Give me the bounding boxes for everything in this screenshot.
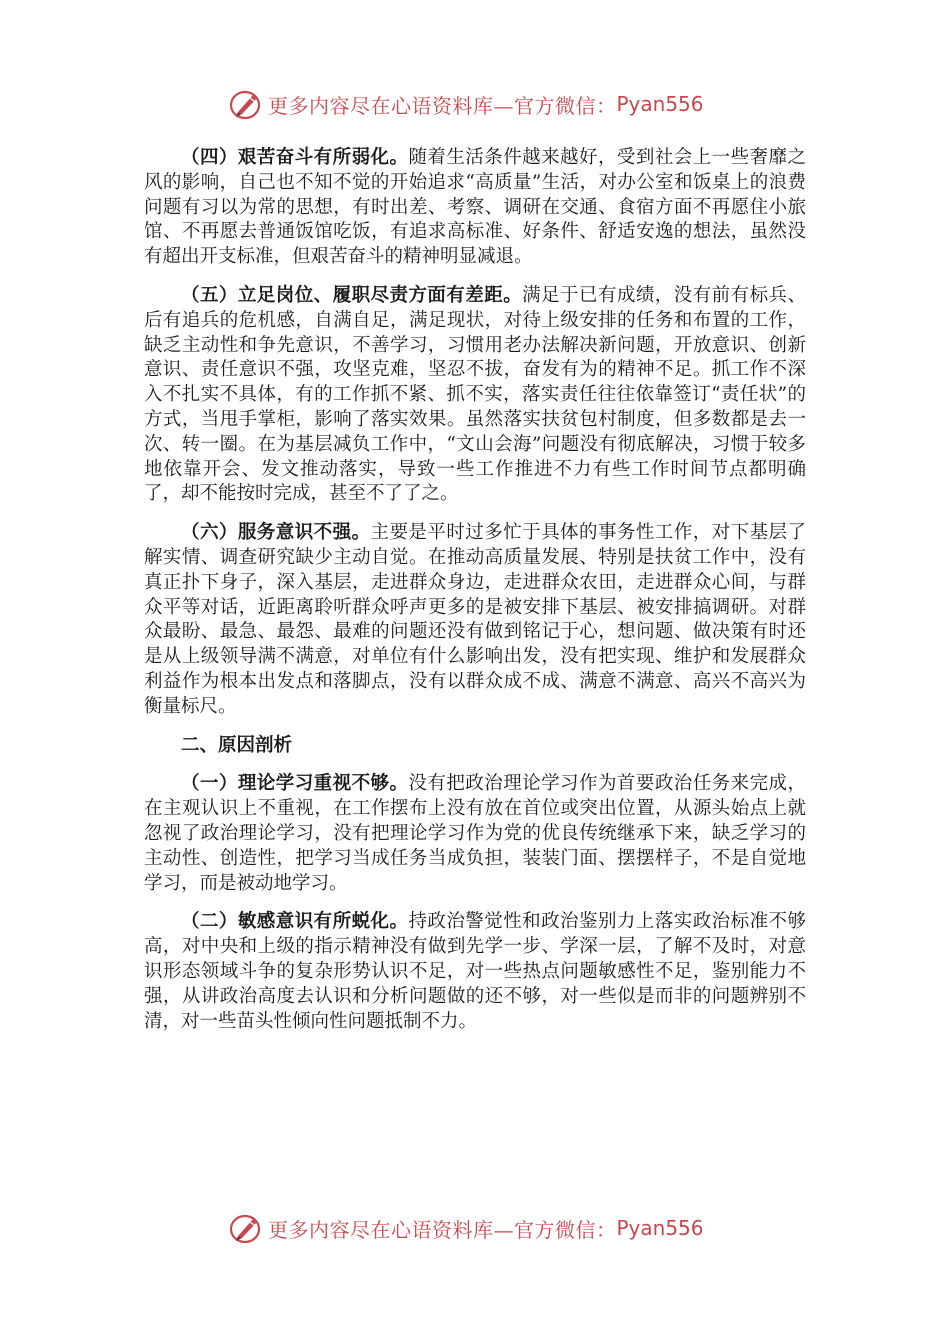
paragraph-title: （六）服务意识不强。 (181, 522, 371, 544)
pen-logo-icon (228, 86, 264, 122)
paragraph-title: （一）理论学习重视不够。 (181, 773, 409, 795)
document-body (144, 146, 806, 1048)
paragraph (144, 910, 806, 1034)
banner-text: 更多内容尽在心语资料库—官方微信： (268, 93, 617, 118)
paragraph-body: 没有把政治理论学习作为首要政治任务来完成，在主观认识上不重视，在工作摆布上没有放在首位或突出位置，从源头始点上就忽视了政治理论学习，没有把理论学习作为党的优良传统继承下来，缺乏学习的主动性、创造性，把学习当成任务当成负担，装装门面、摆摆样子，不是自觉地学习，而是被动地学习。 (144, 773, 806, 894)
paragraph (144, 284, 806, 507)
section-heading: 二、原因剖析 (181, 734, 293, 756)
paragraph-title: （四）艰苦奋斗有所弱化。 (181, 147, 409, 168)
banner-text: 更多内容尽在心语资料库—官方微信： (268, 1217, 617, 1242)
header-banner (228, 84, 704, 124)
paragraph-body: 主要是平时过多忙于具体的事务性工作，对下基层了解实情、调查研究缺少主动自觉。在推动高质量发展、特别是扶贫工作中，没有真正扑下身子，深入基层，走进群众身边，走进群众农田，走进群众心间，与群众平等对话，近距离聆听群众呼声更多的是被安排下基层、被安排搞调研。对群众最盼、最急、最怨、最难的问题还没有做到铭记于心，想问题、做决策有时还是从上级领导满不满意，对单位有什么影响出发，没有把实现、维护和发展群众利益作为根本出发点和落脚点，没有以群众成不成、满意不满意、高兴不高兴为衡量标尺。 (144, 522, 806, 717)
paragraph (144, 146, 806, 270)
paragraph-title: （二）敏感意识有所蜕化。 (181, 911, 409, 933)
paragraph-title: （五）立足岗位、履职尽责方面有差距。 (181, 284, 523, 306)
paragraph-body: 满足于已有成绩，没有前有标兵、后有追兵的危机感，自满自足，满足现状，对待上级安排的任务和布置的工作，缺乏主动性和争先意识，不善学习，习惯用老办法解决新问题，开放意识、创新意识、责任意识不强，攻坚克难，坚忍不拔，奋发有为的精神不足。抓工作不深入不扎实不具体，有的工作抓不紧、抓不实，落实责任往往依靠签订“责任状”的方式，当甩手掌柜，影响了落实效果。虽然落实扶贫包村制度，但多数都是去一次、转一圈。在为基层减负工作中，“文山会海”问题没有彻底解决，习惯于较多地依靠开会、发文推动落实，导致一些工作推进不力有些工作时间节点都明确了，却不能按时完成，甚至不了了之。 (144, 284, 806, 505)
pen-logo-icon (228, 1210, 264, 1246)
paragraph (144, 772, 806, 896)
footer-banner (228, 1208, 704, 1248)
paragraph (144, 521, 806, 719)
paragraph-body: 持政治警觉性和政治鉴别力上落实政治标准不够高，对中央和上级的指示精神没有做到先学一步、学深一层，了解不及时，对意识形态领域斗争的复杂形势认识不足，对一些热点问题敏感性不足，鉴别能力不强，从讲政治高度去认识和分析问题做的还不够，对一些似是而非的问题辨别不清，对一些苗头性倾向性问题抵制不力。 (144, 911, 806, 1032)
banner-wechat-id: Pyan556 (616, 1216, 704, 1240)
paragraph-body: 随着生活条件越来越好，受到社会上一些奢靡之风的影响，自己也不知不觉的开始追求“高质量”生活，对办公室和饭桌上的浪费问题有习以为常的思想，有时出差、考察、调研在交通、食宿方面不再愿住小旅馆、不再愿去普通饭馆吃饭，有追求高标准、好条件、舒适安逸的想法，虽然没有超出开支标准，但艰苦奋斗的精神明显减退。 (144, 147, 806, 268)
banner-wechat-id: Pyan556 (616, 92, 704, 116)
